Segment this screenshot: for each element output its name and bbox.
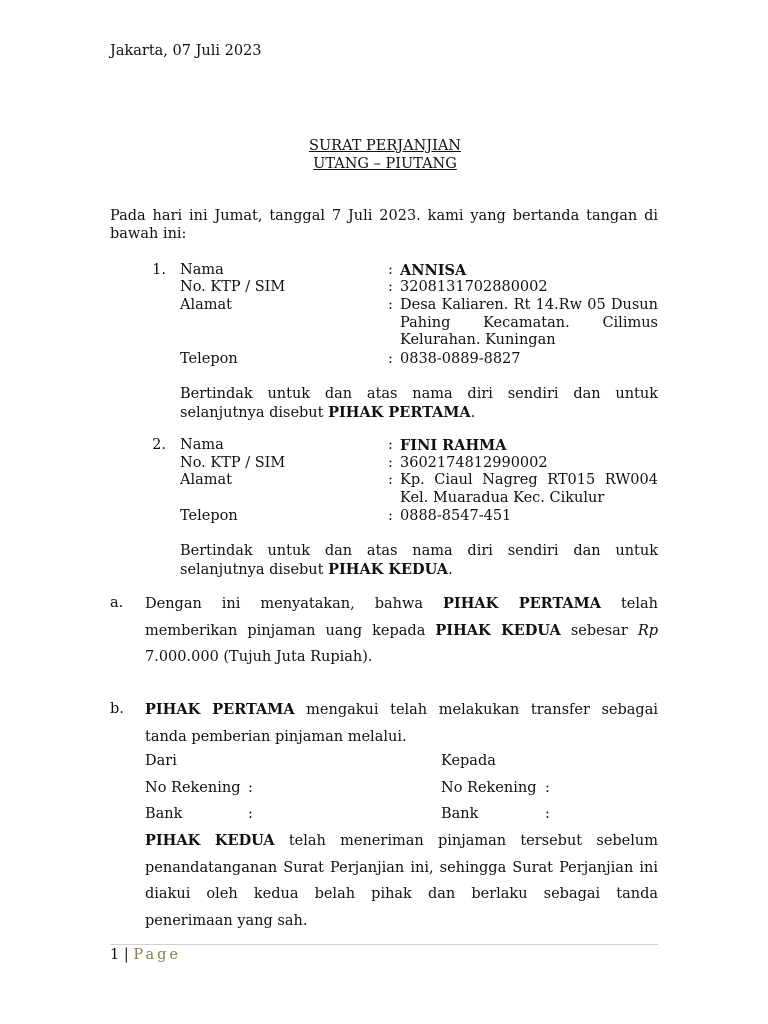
party-1-phone-value: 0838-0889-8827 [400, 351, 521, 367]
party-2-acting-text: Bertindak untuk dan atas nama diri sendiri dan untuk selanjutnya disebut [180, 543, 658, 578]
party-1-phone-colon: : [388, 351, 393, 367]
party-1-name-value: ANNISA [400, 262, 467, 279]
party-1-acting-paragraph: Bertindak untuk dan atas nama diri sendiri dan untuk selanjutnya disebut PIHAK PERTAMA. [180, 386, 658, 421]
to-account-label: No Rekening [441, 780, 537, 796]
party-2-number: 2. [152, 437, 166, 453]
to-account-colon: : [545, 780, 550, 796]
intro-paragraph: Pada hari ini Jumat, tanggal 7 Juli 2023. kami yang bertanda tangan di bawah ini: [110, 208, 658, 242]
party-2-name-colon: : [388, 437, 393, 453]
clause-a-letter: a. [110, 595, 124, 611]
party-1-name-colon: : [388, 262, 393, 278]
to-bank-label: Bank [441, 806, 479, 822]
party-1-number: 1. [152, 262, 166, 278]
party-2-name-value: FINI RAHMA [400, 437, 507, 454]
party-1-address-value: Desa Kaliaren. Rt 14.Rw 05 Dusun Pahing Kecamatan. Cilimus Kelurahan. Kuningan [400, 297, 658, 348]
party-1-name-label: Nama [180, 262, 224, 278]
document-date: Jakarta, 07 Juli 2023 [110, 43, 262, 59]
from-account-label: No Rekening [145, 780, 241, 796]
party-2-address-colon: : [388, 472, 393, 488]
clause-b-paragraph: PIHAK PERTAMA mengakui telah melakukan transfer sebagai tanda pemberian pinjaman melalui. [145, 701, 658, 745]
clause-b-letter: b. [110, 701, 124, 717]
from-account-colon: : [248, 780, 253, 796]
party-2-phone-label: Telepon [180, 508, 238, 524]
party-2-ktp-colon: : [388, 455, 393, 471]
party-2-acting-paragraph: Bertindak untuk dan atas nama diri sendiri dan untuk selanjutnya disebut PIHAK KEDUA. [180, 543, 658, 578]
transfer-from-label: Dari [145, 753, 177, 769]
page-separator: | [123, 947, 129, 963]
document-title: SURAT PERJANJIAN [309, 138, 461, 154]
from-bank-label: Bank [145, 806, 183, 822]
party-1-ktp-label: No. KTP / SIM [180, 279, 286, 295]
footer-divider [110, 944, 658, 945]
party-2-phone-value: 0888-8547-451 [400, 508, 512, 524]
document-subtitle: UTANG – PIUTANG [313, 156, 457, 172]
party-2-address-label: Alamat [180, 472, 232, 488]
clause-b-receipt-paragraph: PIHAK KEDUA telah meneriman pinjaman tersebut sebelum penandatanganan Surat Perjanjian ini, sehingga Surat Perjanjian ini diakui oleh kedua belah pihak dan berlaku sebagai tanda penerimaan yang sah. [145, 832, 658, 929]
party-1-ktp-value: 3208131702880002 [400, 279, 548, 295]
page-footer [110, 947, 181, 965]
page-number: 1 [110, 947, 120, 963]
clause-a-paragraph: Dengan ini menyatakan, bahwa PIHAK PERTAMA telah memberikan pinjaman uang kepada PIHAK KEDUA sebesar Rp 7.000.000 (Tujuh Juta Rupiah). [145, 595, 659, 665]
party-2-phone-colon: : [388, 508, 393, 524]
from-bank-colon: : [248, 806, 253, 822]
party-1-acting-text: Bertindak untuk dan atas nama diri sendiri dan untuk selanjutnya disebut [180, 386, 658, 421]
to-bank-colon: : [545, 806, 550, 822]
page-word: Page [133, 947, 181, 963]
transfer-to-label: Kepada [441, 753, 496, 769]
party-2-ktp-value: 3602174812990002 [400, 455, 548, 471]
party-1-ktp-colon: : [388, 279, 393, 295]
party-2-address-value: Kp. Ciaul Nagreg RT015 RW004 Kel. Muaradua Kec. Cikulur [400, 472, 658, 506]
party-2-name-label: Nama [180, 437, 224, 453]
currency-symbol: Rp [637, 622, 659, 639]
party-1-phone-label: Telepon [180, 351, 238, 367]
party-2-role: PIHAK KEDUA [328, 560, 449, 578]
party-1-address-label: Alamat [180, 297, 232, 313]
party-1-address-colon: : [388, 297, 393, 313]
party-1-role: PIHAK PERTAMA [328, 403, 471, 421]
party-2-ktp-label: No. KTP / SIM [180, 455, 286, 471]
